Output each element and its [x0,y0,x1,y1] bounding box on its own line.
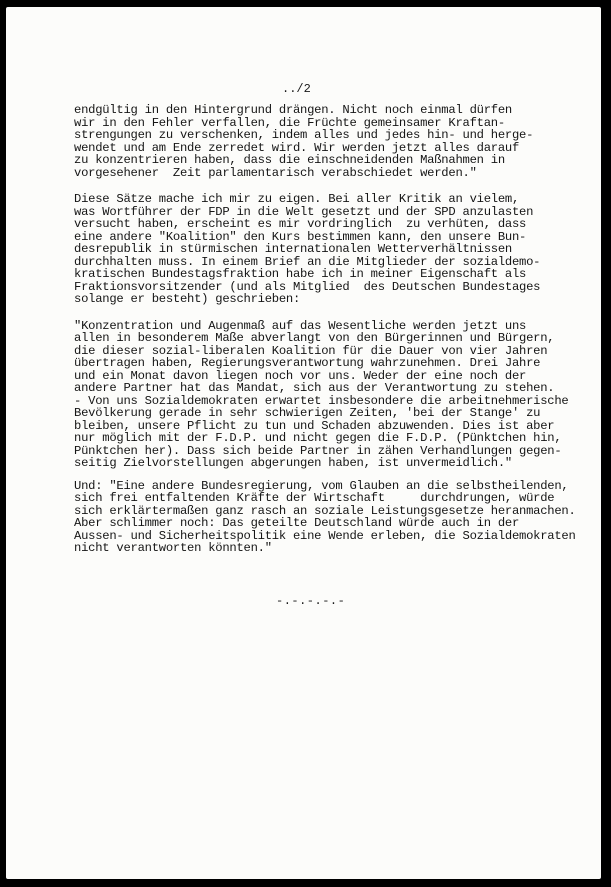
document-body [74,104,594,555]
text-line: Fraktionsvorsitzender (und als Mitglied des Deutschen Bundestages [74,279,541,294]
text-line: wendet und am Ende zerredet wird. Wir werden jetzt alles darauf [74,140,520,155]
text-line: endgültig in den Hintergrund drängen. Nicht noch einmal dürfen [74,103,512,117]
paragraph-spacer [74,179,594,193]
text-line: allen in besonderem Maße abverlangt von den Bürgerinnen und Bürgern, [74,331,555,345]
text-line: durchhalten muss. In einem Brief an die Mitglieder der sozialdemo- [74,254,541,269]
text-line: strengungen zu verschenken, indem alles und jedes hin- und herge- [74,128,534,142]
text-line: was Wortführer der FDP in die Welt gesetzt und der SPD anzulasten [74,204,534,219]
paragraph-1 [74,104,594,179]
text-line: übertragen haben, Regierungsverantwortung wahrzunehmen. Drei Jahre [74,356,541,370]
text-line: sich frei entfaltenden Kräfte der Wirtschaft durchdrungen, würde [74,491,555,505]
text-line: "Konzentration und Augenmaß auf das Wesentliche werden jetzt uns [74,318,527,333]
text-line: desrepublik in stürmischen internationalen Wetterverhältnissen [74,242,512,256]
text-line: Bevölkerung gerade in sehr schwierigen Zeiten, 'bei der Stange' zu [74,406,541,420]
text-line: - Von uns Sozialdemokraten erwartet insbesondere die arbeitnehmerische [74,393,569,408]
paragraph-3-quote [74,320,594,470]
text-line: vorgesehener Zeit parlamentarisch verabschiedet werden." [74,165,477,180]
text-line: Pünktchen her). Dass sich beide Partner in zähen Verhandlungen gegen- [74,443,562,458]
text-line: nicht verantworten könnten." [74,541,272,555]
text-line: zu konzentrieren haben, dass die einschneidenden Maßnahmen in [74,153,505,167]
text-line: nur möglich mit der F.D.P. und nicht gegen die F.D.P. (Pünktchen hin, [74,431,562,445]
text-line: andere Partner hat das Mandat, sich aus der Verantwortung zu stehen. [74,381,555,395]
text-line: kratischen Bundestagsfraktion habe ich in meiner Eigenschaft als [74,267,527,281]
text-line: Und: "Eine andere Bundesregierung, vom Glauben an die selbstheilenden, [74,478,569,493]
text-line: eine andere "Koalition" den Kurs bestimmen kann, den unsere Bun- [74,229,527,244]
paragraph-4-quote [74,480,594,555]
text-line: sich erklärtermaßen ganz rasch an soziale Leistungsgesetze heranmachen. [74,503,576,518]
text-line: solange er besteht) geschrieben: [74,292,301,306]
page-number-marker: ../2 [282,82,311,96]
paragraph-spacer [74,470,594,480]
text-line: Aussen- und Sicherheitspolitik eine Wende erleben, die Sozialdemokraten [74,528,576,543]
text-line: Aber schlimmer noch: Das geteilte Deutschland würde auch in der [74,516,520,530]
text-line: die dieser sozial-liberalen Koalition für die Dauer von vier Jahren [74,343,548,358]
end-of-text-mark: -.-.-.-.- [276,594,346,608]
text-line: wir in den Fehler verfallen, die Früchte gemeinsamer Kraftan- [74,115,505,130]
paragraph-spacer [74,306,594,320]
text-line: seitig Zielvorstellungen abgerungen haben, ist unvermeidlich." [74,456,512,470]
paragraph-2 [74,193,594,306]
text-line: bleiben, unsere Pflicht zu tun und Schaden abzuwenden. Dies ist aber [74,418,555,433]
text-line: versucht haben, erscheint es mir vordringlich zu verhüten, dass [74,217,527,231]
text-line: und ein Monat davon liegen noch vor uns. Weder der eine noch der [74,368,527,383]
text-line: Diese Sätze mache ich mir zu eigen. Bei aller Kritik an vielem, [74,192,520,206]
